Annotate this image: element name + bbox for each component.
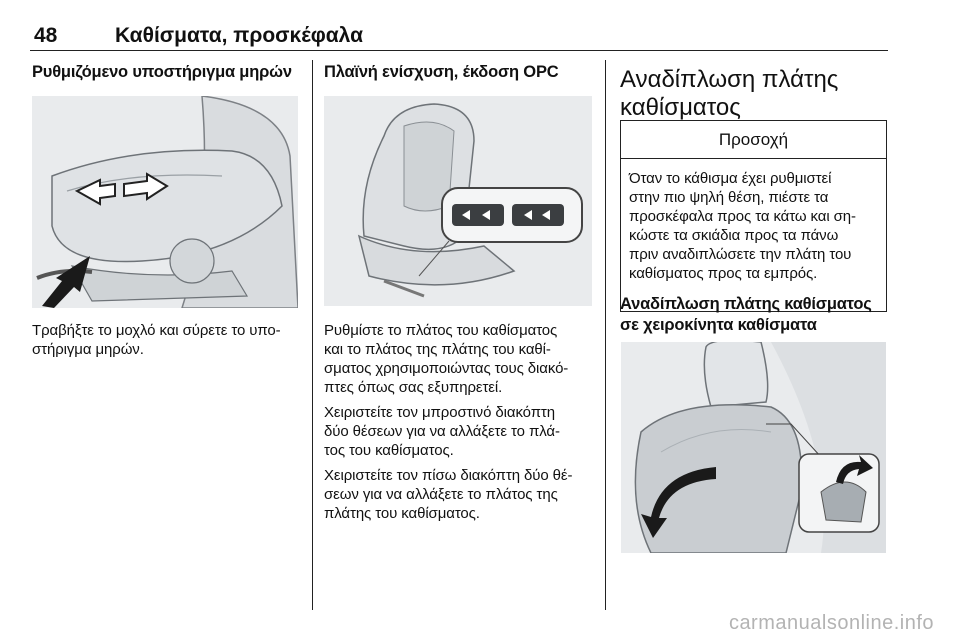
subsection-manual-seats bbox=[620, 294, 888, 336]
page-number: 48 bbox=[34, 24, 58, 47]
caution-line: πριν αναδιπλώσετε την πλάτη του bbox=[629, 246, 852, 263]
caution-line: στην πιο ψηλή θέση, πιέστε τα bbox=[629, 189, 829, 206]
paragraph-line: Χειριστείτε τον πίσω διακόπτη δύο θέ- bbox=[324, 467, 573, 484]
paragraph-line: και το πλάτος της πλάτης του καθί- bbox=[324, 341, 551, 358]
instruction-line: Τραβήξτε το μοχλό και σύρετε το υπο- bbox=[32, 322, 281, 339]
watermark: carmanualsonline.info bbox=[728, 612, 934, 634]
page-header bbox=[30, 10, 888, 51]
section-title: Αναδίπλωση πλάτης bbox=[620, 66, 839, 93]
paragraph-line: Χειριστείτε τον μπροστινό διακόπτη bbox=[324, 404, 556, 421]
paragraph-line: Ρυθμίστε το πλάτος του καθίσματος bbox=[324, 322, 558, 339]
folding-backrest-illustration bbox=[621, 342, 886, 553]
side-bolster-text bbox=[324, 321, 592, 523]
section-title: καθίσματος bbox=[620, 94, 741, 121]
paragraph-line: σματος χρησιμοποιώντας τους διακό- bbox=[324, 360, 569, 377]
paragraph-line: πτες όπως σας εξυπηρετεί. bbox=[324, 379, 503, 396]
thigh-support-text bbox=[32, 321, 300, 359]
caution-line: κώστε τα σκιάδια προς τα πάνω bbox=[629, 227, 839, 244]
paragraph-line: δύο θέσεων για να αλλάξετε το πλά- bbox=[324, 423, 560, 440]
section-heading: Πλαϊνή ενίσχυση, έκδοση OPC bbox=[324, 63, 559, 81]
caution-line: προσκέφαλα προς τα κάτω και ση- bbox=[629, 208, 856, 225]
chapter-title: Καθίσματα, προσκέφαλα bbox=[115, 24, 363, 47]
paragraph-line: πλάτης του καθίσματος. bbox=[324, 505, 480, 522]
paragraph-line: σεων για να αλλάξετε το πλάτος της bbox=[324, 486, 558, 503]
caution-line: Όταν το κάθισμα έχει ρυθμιστεί bbox=[629, 170, 832, 187]
caution-text bbox=[621, 159, 886, 283]
section-side-bolster bbox=[324, 62, 592, 83]
caution-title: Προσοχή bbox=[621, 121, 886, 159]
instruction-line: στήριγμα μηρών. bbox=[32, 341, 144, 358]
section-folding-backrest bbox=[620, 66, 888, 122]
section-thigh-support bbox=[32, 62, 300, 83]
column-divider bbox=[312, 60, 313, 610]
thigh-support-illustration bbox=[32, 96, 298, 308]
subsection-heading: Αναδίπλωση πλάτης καθίσματος bbox=[620, 295, 872, 313]
section-heading: Ρυθμιζόμενο υποστήριγμα μηρών bbox=[32, 63, 292, 81]
caution-line: καθίσματος προς τα εμπρός. bbox=[629, 265, 818, 282]
subsection-heading: σε χειροκίνητα καθίσματα bbox=[620, 316, 817, 334]
column-divider bbox=[605, 60, 606, 610]
opc-seat-illustration bbox=[324, 96, 592, 306]
caution-box bbox=[620, 120, 887, 312]
paragraph-line: τος του καθίσματος. bbox=[324, 442, 454, 459]
